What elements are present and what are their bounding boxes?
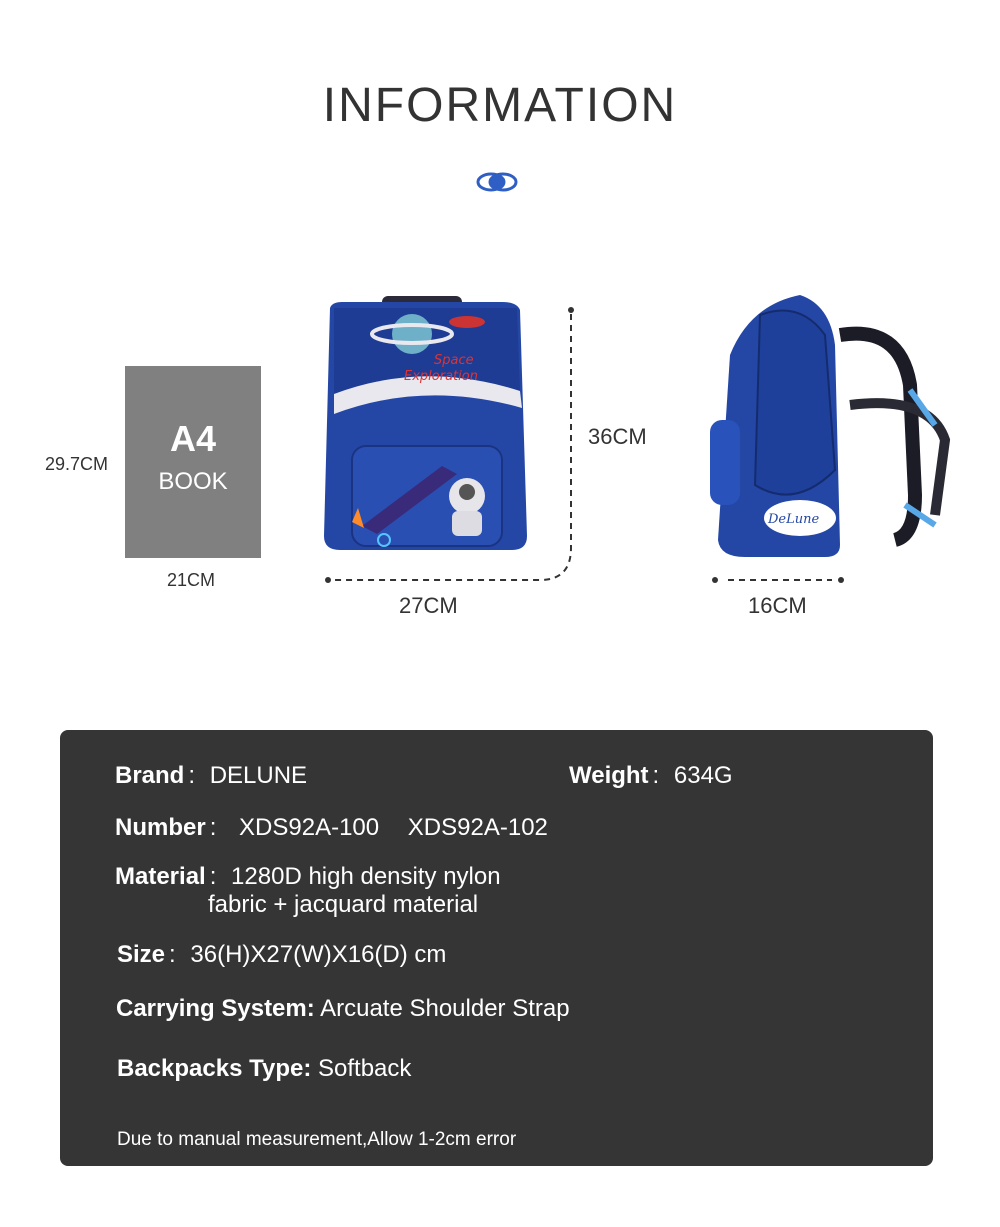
brand-row: Brand : DELUNE xyxy=(115,762,308,789)
brand-value: DELUNE xyxy=(209,762,308,789)
page-title: INFORMATION xyxy=(322,79,678,132)
rings-icon xyxy=(475,170,519,194)
front-height-label: 36CM xyxy=(588,424,647,449)
a4-subtitle: BOOK xyxy=(158,468,228,495)
bag-print-title: Space xyxy=(434,353,474,368)
measurement-note: Due to manual measurement,Allow 1-2cm error xyxy=(117,1129,517,1150)
number-row: Number : XDS92A-100 XDS92A-102 xyxy=(115,814,548,841)
size-value: 36(H)X27(W)X16(D) cm xyxy=(190,941,447,968)
brand-key: Brand xyxy=(115,762,185,789)
a4-book-card xyxy=(125,366,261,558)
carrying-key: Carrying System: xyxy=(116,995,315,1022)
side-depth-label: 16CM xyxy=(748,593,807,618)
material-key: Material xyxy=(115,863,206,890)
bag-logo: DeLune xyxy=(768,512,820,527)
size-key: Size xyxy=(117,941,166,968)
type-row xyxy=(117,1055,411,1083)
bag-print-subtitle: Exploration xyxy=(404,369,478,384)
number-value-1: XDS92A-100 xyxy=(239,814,380,841)
size-row: Size : 36(H)X27(W)X16(D) cm xyxy=(117,941,447,968)
material-line-2: fabric + jacquard material xyxy=(208,891,479,918)
a4-title: A4 xyxy=(169,418,217,459)
front-width-label: 27CM xyxy=(399,593,458,618)
weight-value: 634G xyxy=(673,762,733,789)
material-line-1: 1280D high density nylon xyxy=(231,863,501,890)
a4-height-label: 29.7CM xyxy=(45,454,109,474)
backpack-side-image xyxy=(700,295,965,560)
weight-row: Weight : 634G xyxy=(569,762,733,789)
material-row: Material : 1280D high density nylon xyxy=(115,863,501,890)
type-value: Softback xyxy=(318,1055,412,1082)
type-key: Backpacks Type: xyxy=(117,1055,312,1082)
side-dimension-line xyxy=(700,570,860,590)
weight-key: Weight xyxy=(569,762,649,789)
carrying-value: Arcuate Shoulder Strap xyxy=(320,995,570,1022)
a4-width-label: 21CM xyxy=(167,570,216,590)
spec-panel xyxy=(60,730,933,1166)
number-key: Number xyxy=(115,814,206,841)
number-value-2: XDS92A-102 xyxy=(407,814,548,841)
carrying-row xyxy=(116,995,570,1023)
front-dimension-lines xyxy=(300,300,600,600)
